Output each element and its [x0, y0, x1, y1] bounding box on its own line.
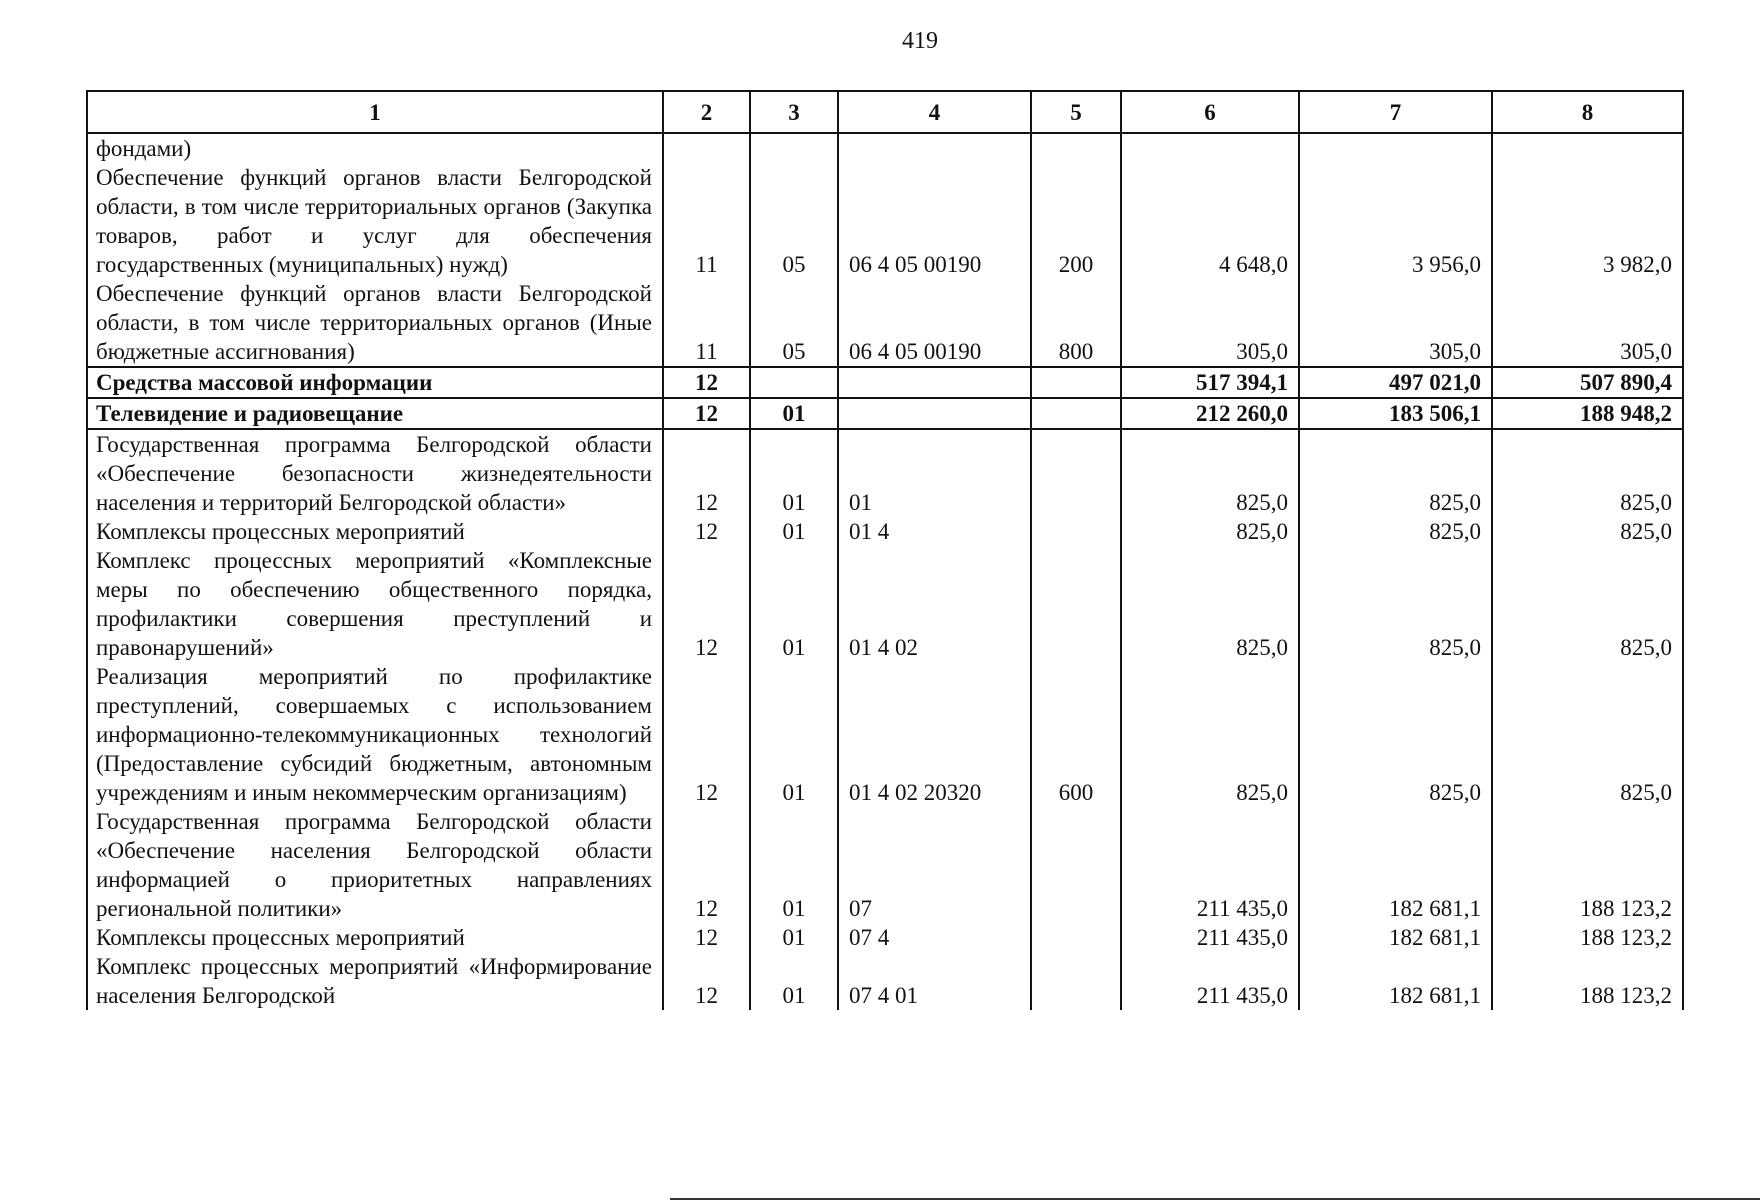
row-name-cell: Комплексы процессных мероприятий: [87, 517, 663, 546]
row-value-cell: 01 4: [838, 517, 1031, 546]
row-value-cell: [1492, 133, 1683, 163]
row-value-cell: 825,0: [1121, 546, 1299, 662]
row-value-cell: [1031, 367, 1121, 398]
row-name-cell: Государственная программа Белгородской области «Обеспечение безопасности жизнедеятельности населения и территорий Белгородской области»: [87, 429, 663, 517]
header-cell: 5: [1031, 91, 1121, 133]
header-cell: 4: [838, 91, 1031, 133]
row-value-cell: 825,0: [1492, 662, 1683, 807]
row-value-cell: 12: [663, 546, 750, 662]
row-value-cell: [838, 133, 1031, 163]
row-value-cell: [1031, 517, 1121, 546]
row-value-cell: 188 948,2: [1492, 398, 1683, 429]
row-value-cell: 01: [750, 429, 838, 517]
row-value-cell: 12: [663, 952, 750, 1010]
row-value-cell: 12: [663, 398, 750, 429]
row-value-cell: 12: [663, 923, 750, 952]
row-value-cell: 07 4: [838, 923, 1031, 952]
row-value-cell: 825,0: [1121, 429, 1299, 517]
table-row: [87, 923, 1683, 952]
row-value-cell: 01: [750, 807, 838, 923]
table-row: [87, 662, 1683, 807]
row-value-cell: [1031, 952, 1121, 1010]
row-value-cell: [663, 133, 750, 163]
table-row: [87, 546, 1683, 662]
header-cell: 6: [1121, 91, 1299, 133]
budget-table: [86, 90, 1684, 1010]
row-value-cell: 507 890,4: [1492, 367, 1683, 398]
row-value-cell: 01: [750, 662, 838, 807]
row-name-cell: Комплексы процессных мероприятий: [87, 923, 663, 952]
row-value-cell: 06 4 05 00190: [838, 163, 1031, 279]
row-value-cell: 01: [750, 952, 838, 1010]
header-cell: 8: [1492, 91, 1683, 133]
row-value-cell: 211 435,0: [1121, 807, 1299, 923]
row-value-cell: 01: [838, 429, 1031, 517]
row-name-cell: Комплекс процессных мероприятий «Комплексные меры по обеспечению общественного порядка, профилактики совершения преступлений и правонарушений»: [87, 546, 663, 662]
row-value-cell: 01 4 02 20320: [838, 662, 1031, 807]
row-value-cell: 825,0: [1121, 662, 1299, 807]
row-value-cell: 12: [663, 429, 750, 517]
table-row: [87, 279, 1683, 367]
row-value-cell: 01: [750, 923, 838, 952]
row-value-cell: 825,0: [1299, 546, 1492, 662]
table-row: [87, 517, 1683, 546]
row-value-cell: [838, 367, 1031, 398]
row-value-cell: 825,0: [1299, 662, 1492, 807]
row-value-cell: 182 681,1: [1299, 807, 1492, 923]
row-value-cell: 600: [1031, 662, 1121, 807]
row-value-cell: 212 260,0: [1121, 398, 1299, 429]
row-value-cell: 4 648,0: [1121, 163, 1299, 279]
row-value-cell: 3 982,0: [1492, 163, 1683, 279]
row-value-cell: 07: [838, 807, 1031, 923]
row-value-cell: [750, 367, 838, 398]
row-name-cell: Обеспечение функций органов власти Белгородской области, в том числе территориальных органов (Закупка товаров, работ и услуг для обеспечения государственных (муниципальных) нужд): [87, 163, 663, 279]
row-value-cell: [750, 133, 838, 163]
row-value-cell: 3 956,0: [1299, 163, 1492, 279]
row-value-cell: [1031, 429, 1121, 517]
row-value-cell: 05: [750, 163, 838, 279]
table-row: [87, 367, 1683, 398]
row-value-cell: [1031, 546, 1121, 662]
row-name-cell: Комплекс процессных мероприятий «Информирование населения Белгородской: [87, 952, 663, 1010]
row-value-cell: 825,0: [1492, 546, 1683, 662]
row-value-cell: 182 681,1: [1299, 923, 1492, 952]
row-value-cell: [838, 398, 1031, 429]
row-value-cell: [1031, 807, 1121, 923]
row-name-cell: Государственная программа Белгородской области «Обеспечение населения Белгородской области информацией о приоритетных направлениях региональной политики»: [87, 807, 663, 923]
row-value-cell: 183 506,1: [1299, 398, 1492, 429]
row-name-cell: фондами): [87, 133, 663, 163]
row-value-cell: 01: [750, 398, 838, 429]
row-value-cell: [1121, 133, 1299, 163]
row-value-cell: 305,0: [1299, 279, 1492, 367]
row-value-cell: 188 123,2: [1492, 807, 1683, 923]
row-value-cell: 01: [750, 517, 838, 546]
row-value-cell: 188 123,2: [1492, 923, 1683, 952]
header-cell: 7: [1299, 91, 1492, 133]
row-value-cell: 200: [1031, 163, 1121, 279]
row-value-cell: 517 394,1: [1121, 367, 1299, 398]
row-value-cell: 800: [1031, 279, 1121, 367]
row-value-cell: 11: [663, 279, 750, 367]
header-cell: 3: [750, 91, 838, 133]
row-value-cell: 825,0: [1121, 517, 1299, 546]
row-value-cell: 497 021,0: [1299, 367, 1492, 398]
header-cell: 2: [663, 91, 750, 133]
row-value-cell: 06 4 05 00190: [838, 279, 1031, 367]
row-value-cell: 211 435,0: [1121, 952, 1299, 1010]
row-value-cell: 305,0: [1121, 279, 1299, 367]
row-name-cell: Реализация мероприятий по профилактике преступлений, совершаемых с использованием информационно-телекоммуникационных технологий (Предоставление субсидий бюджетным, автономным учреждениям и иным некоммерческим организациям): [87, 662, 663, 807]
row-value-cell: 12: [663, 662, 750, 807]
row-value-cell: [1299, 133, 1492, 163]
row-value-cell: 12: [663, 517, 750, 546]
row-value-cell: 01: [750, 546, 838, 662]
table-row: [87, 429, 1683, 517]
row-name-cell: Телевидение и радиовещание: [87, 398, 663, 429]
header-cell: 1: [87, 91, 663, 133]
row-value-cell: [1031, 923, 1121, 952]
table-row: [87, 398, 1683, 429]
row-value-cell: 825,0: [1299, 517, 1492, 546]
row-value-cell: 182 681,1: [1299, 952, 1492, 1010]
table-body: [87, 133, 1683, 1010]
row-value-cell: 12: [663, 807, 750, 923]
row-value-cell: 188 123,2: [1492, 952, 1683, 1010]
row-name-cell: Средства массовой информации: [87, 367, 663, 398]
row-name-cell: Обеспечение функций органов власти Белгородской области, в том числе территориальных органов (Иные бюджетные ассигнования): [87, 279, 663, 367]
row-value-cell: 211 435,0: [1121, 923, 1299, 952]
row-value-cell: [1031, 133, 1121, 163]
row-value-cell: 825,0: [1492, 429, 1683, 517]
row-value-cell: 825,0: [1492, 517, 1683, 546]
row-value-cell: [1031, 398, 1121, 429]
table-header-row: [87, 91, 1683, 133]
row-value-cell: 05: [750, 279, 838, 367]
row-value-cell: 11: [663, 163, 750, 279]
row-value-cell: 01 4 02: [838, 546, 1031, 662]
table-row: [87, 807, 1683, 923]
page-number: 419: [902, 28, 938, 54]
row-value-cell: 12: [663, 367, 750, 398]
row-value-cell: 825,0: [1299, 429, 1492, 517]
table-row: [87, 952, 1683, 1010]
table-row: [87, 163, 1683, 279]
row-value-cell: 305,0: [1492, 279, 1683, 367]
row-value-cell: 07 4 01: [838, 952, 1031, 1010]
table-row: [87, 133, 1683, 163]
